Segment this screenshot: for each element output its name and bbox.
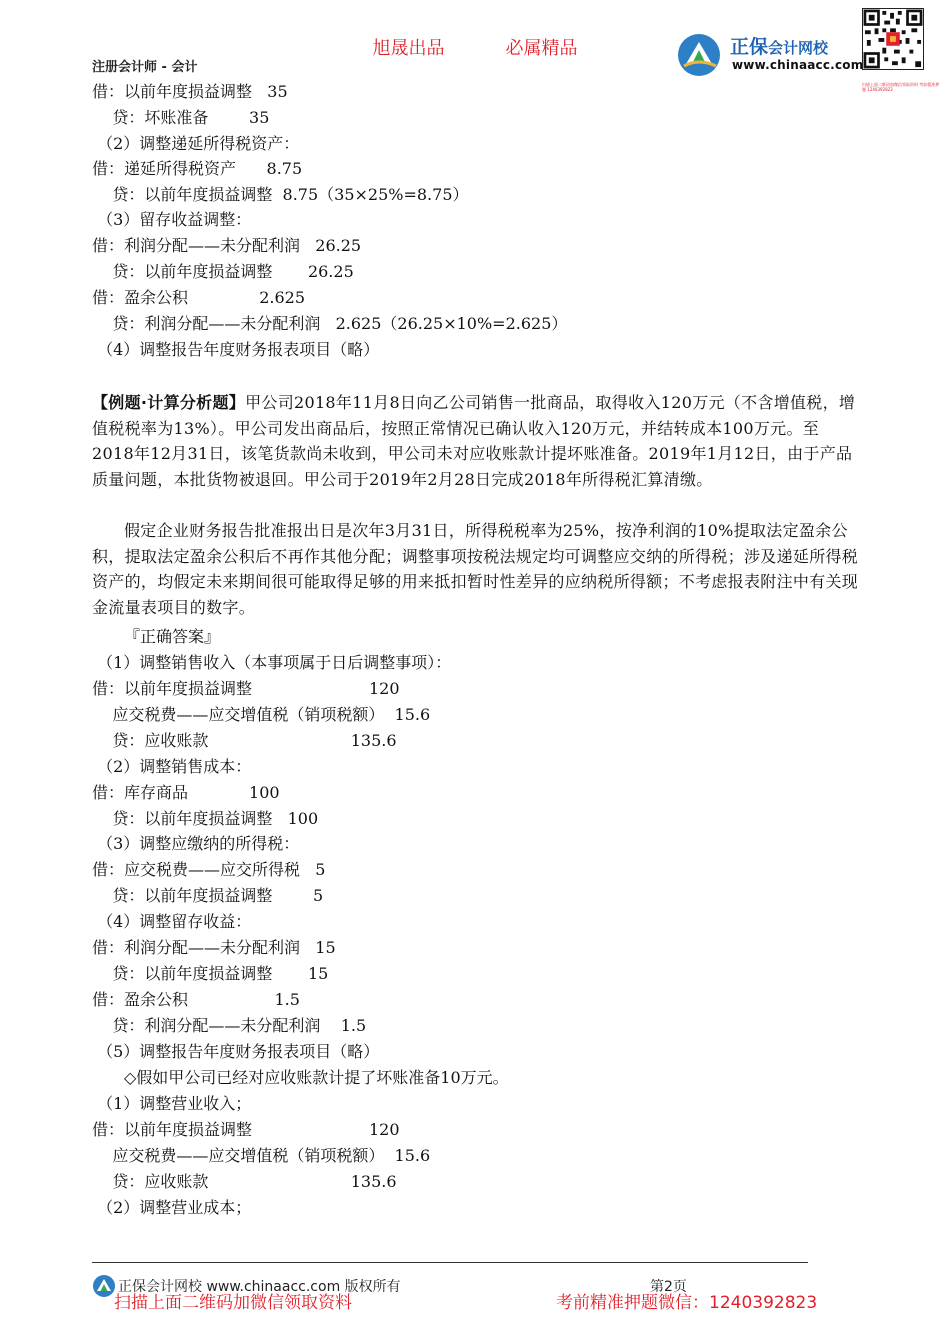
entry-line: （2）调整营业成本； (92, 1198, 252, 1217)
entry-line: 贷：应收账款 135.6 (92, 731, 397, 750)
entry-line: 贷：应收账款 135.6 (92, 1172, 397, 1191)
entry-line: 应交税费——应交增值税（销项税额） 15.6 (92, 705, 431, 724)
entry-line: 贷：坏账准备 35 (92, 108, 270, 127)
logo-title: 正保会计网校 (730, 36, 829, 58)
entry-line: 贷：以前年度损益调整 15 (92, 964, 329, 983)
entry-line: （5）调整报告年度财务报表项目（略） (92, 1042, 380, 1061)
logo-url: www.chinaacc.com (732, 58, 864, 72)
entry-line: 借：以前年度损益调整 120 (92, 1120, 400, 1139)
entry-line: 贷：利润分配——未分配利润 2.625（26.25×10%=2.625） (92, 314, 568, 333)
footer-copyright: 正保会计网校 www.chinaacc.com 版权所有 (118, 1279, 401, 1295)
footer-divider (92, 1262, 808, 1263)
entry-line: （3）调整应缴纳的所得税： (92, 834, 300, 853)
example-tag: 【例题·计算分析题】 (92, 393, 246, 412)
entry-line: （1）调整销售收入（本事项属于日后调整事项）： (92, 653, 452, 672)
slogan-right: 必属精品 (505, 38, 578, 59)
qr-caption: 扫描上面二维码加微信领取资料 考前精准押题 1240392823 (862, 82, 940, 92)
entry-line: （2）调整递延所得税资产： (92, 134, 300, 153)
example-body: 甲公司2018年11月8日向乙公司销售一批商品，取得收入120万元（不含增值税，增值税税率为13%）。甲公司发出商品后，按照正常情况已确认收入120万元，并结转成本100万元。至2018年12月31日，该笔货款尚未收到，甲公司未对应收账款计提坏账准备。2019年1月12日，由于产品质量问题，本批货物被退回。甲公司于2019年2月28日完成2018年所得税汇算清缴。 (92, 393, 856, 489)
entry-line: ◇假如甲公司已经对应收账款计提了坏账准备10万元。 (124, 1068, 509, 1087)
entry-line: 贷：以前年度损益调整 5 (92, 886, 324, 905)
entry-line: 应交税费——应交增值税（销项税额） 15.6 (92, 1146, 431, 1165)
promo-right: 考前精准押题微信：1240392823 (556, 1293, 818, 1313)
entry-line: （4）调整报告年度财务报表项目（略） (92, 340, 380, 359)
entry-line: （4）调整留存收益： (92, 912, 252, 931)
example-question (92, 390, 860, 492)
slogan-left: 旭晟出品 (372, 38, 445, 59)
qr-code-icon (862, 8, 924, 70)
example-assumption: 假定企业财务报告批准报出日是次年3月31日，所得税税率为25%，按净利润的10%提取法定盈余公积，提取法定盈余公积后不再作其他分配；调整事项按税法规定均可调整应交纳的所得税；涉及递延所得税资产的，均假定未来期间很可能取得足够的用来抵扣暂时性差异的应纳税所得额；不考虑报表附注中有关现金流量表项目的数字。 (92, 521, 859, 617)
entry-line: （2）调整销售成本： (92, 757, 252, 776)
entry-line: （3）留存收益调整： (92, 210, 252, 229)
entry-line: 借：递延所得税资产 8.75 (92, 159, 303, 178)
chinaacc-logo (676, 30, 864, 76)
page-number: 第2页 (650, 1279, 687, 1295)
entry-line: 贷：以前年度损益调整 100 (92, 809, 319, 828)
promo-left: 扫描上面二维码加微信领取资料 (114, 1293, 352, 1313)
answer-heading: 『正确答案』 (124, 627, 221, 646)
entry-line: （1）调整营业收入； (92, 1094, 252, 1113)
entry-line: 借：盈余公积 2.625 (92, 288, 306, 307)
footer-logo-icon (92, 1274, 116, 1298)
course-title: 注册会计师 - 会计 (92, 60, 198, 75)
logo-mark-icon (676, 32, 722, 78)
entry-line: 贷：以前年度损益调整 26.25 (92, 262, 354, 281)
entry-line: 贷：以前年度损益调整 8.75（35×25%=8.75） (92, 185, 469, 204)
entry-line: 借：利润分配——未分配利润 15 (92, 938, 336, 957)
entry-line: 借：以前年度损益调整 120 (92, 679, 400, 698)
entry-line: 借：应交税费——应交所得税 5 (92, 860, 326, 879)
entry-line: 贷：利润分配——未分配利润 1.5 (92, 1016, 367, 1035)
entry-line: 借：利润分配——未分配利润 26.25 (92, 236, 362, 255)
entry-line: 借：以前年度损益调整 35 (92, 82, 288, 101)
entry-line: 借：盈余公积 1.5 (92, 990, 300, 1009)
entry-line: 借：库存商品 100 (92, 783, 280, 802)
